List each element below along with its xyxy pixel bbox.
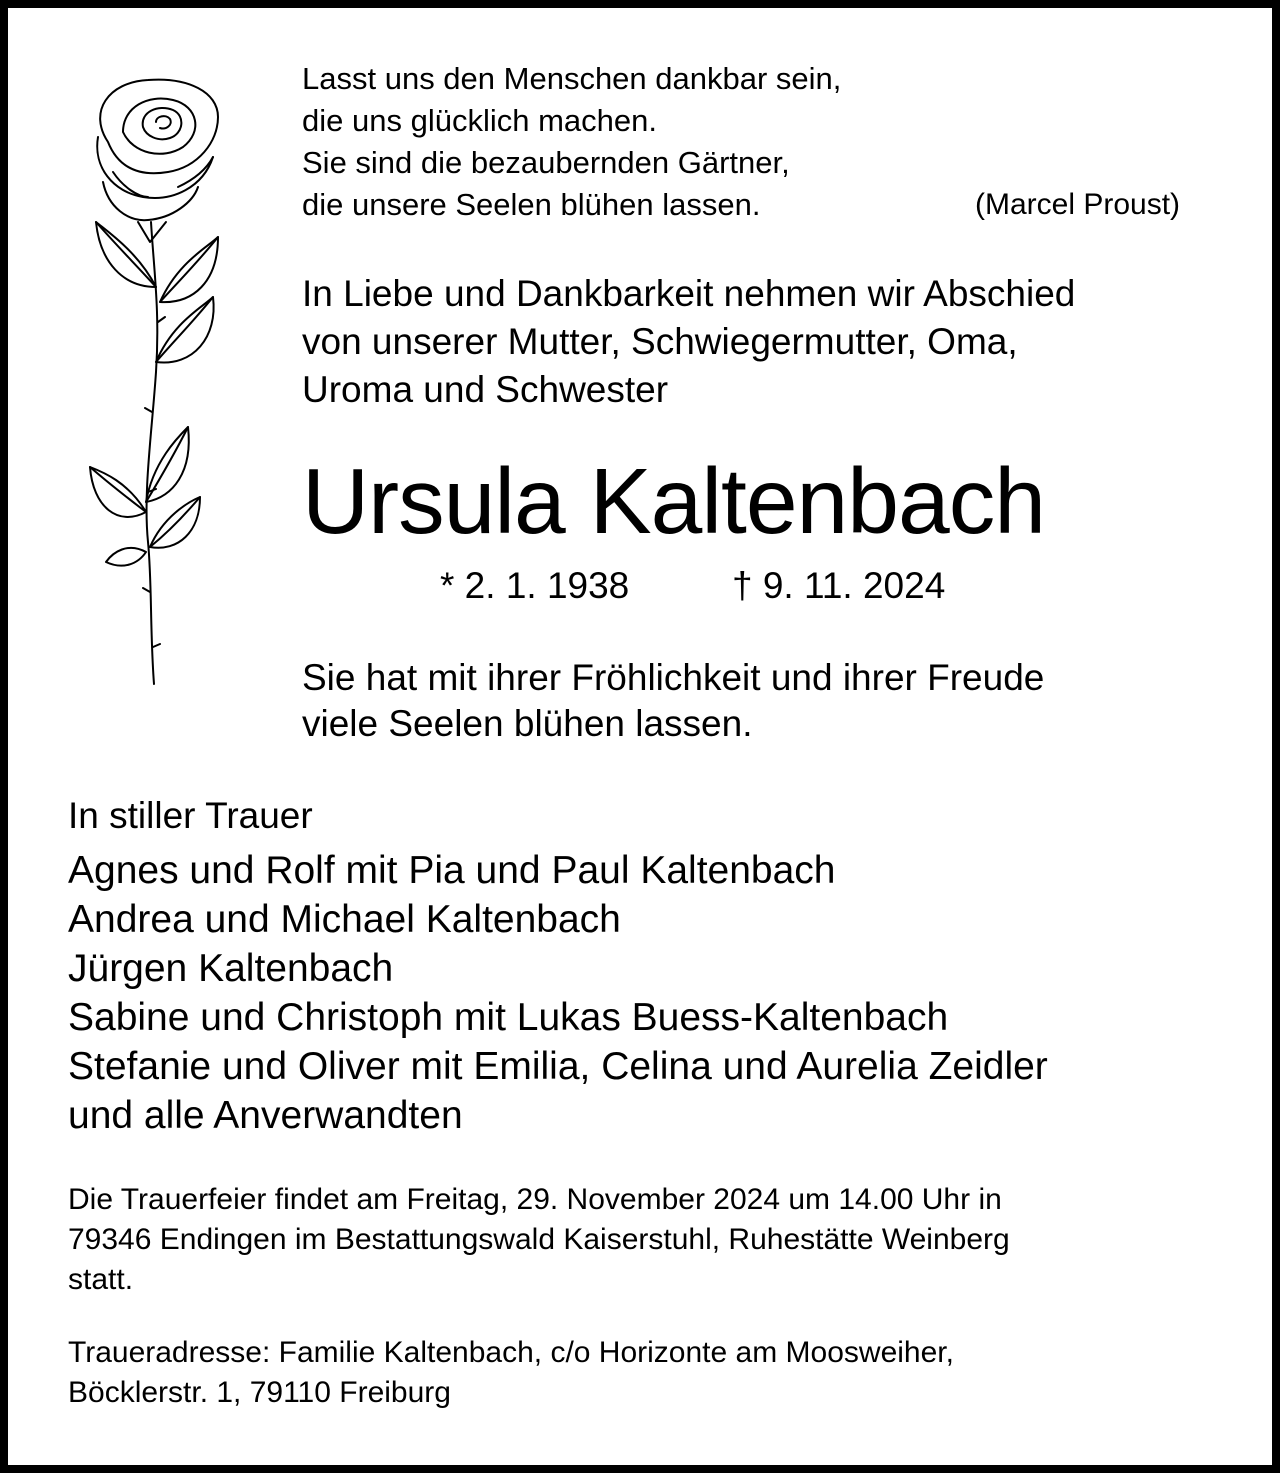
intro-line: Uroma und Schwester — [302, 369, 669, 410]
motto-line: Sie hat mit ihrer Fröhlichkeit und ihrer Freude — [302, 657, 1045, 698]
address-line: Traueradresse: Familie Kaltenbach, c/o Horizonte am Moosweiher, — [68, 1336, 954, 1369]
ceremony-info — [68, 1180, 1010, 1300]
mourner-line: Stefanie und Oliver mit Emilia, Celina und Aurelia Zeidler — [68, 1045, 1048, 1088]
address-line: Böcklerstr. 1, 79110 Freiburg — [68, 1376, 451, 1409]
deceased-name: Ursula Kaltenbach — [302, 449, 1045, 553]
quote-line: Sie sind die bezaubernden Gärtner, — [302, 145, 790, 180]
mourner-line: Jürgen Kaltenbach — [68, 947, 394, 990]
intro-line: von unserer Mutter, Schwiegermutter, Oma, — [302, 321, 1018, 362]
quote-line: die uns glücklich machen. — [302, 103, 657, 138]
quote-line: Lasst uns den Menschen dankbar sein, — [302, 61, 842, 96]
mourner-line: und alle Anverwandten — [68, 1094, 463, 1137]
quote-line: die unsere Seelen blühen lassen. — [302, 187, 761, 222]
death-date: † 9. 11. 2024 — [732, 565, 946, 606]
mourning-label: In stiller Trauer — [68, 795, 313, 836]
ceremony-line: Die Trauerfeier findet am Freitag, 29. November 2024 um 14.00 Uhr in — [68, 1183, 1002, 1216]
mourner-line: Sabine und Christoph mit Lukas Buess-Kaltenbach — [68, 996, 949, 1039]
ceremony-line: statt. — [68, 1263, 134, 1296]
mourner-line: Agnes und Rolf mit Pia und Paul Kaltenbach — [68, 849, 836, 892]
motto-text — [302, 655, 1044, 747]
rose-icon — [78, 72, 238, 692]
intro-text — [302, 270, 1075, 414]
intro-line: In Liebe und Dankbarkeit nehmen wir Abschied — [302, 273, 1076, 314]
motto-line: viele Seelen blühen lassen. — [302, 703, 753, 744]
ceremony-line: 79346 Endingen im Bestattungswald Kaiserstuhl, Ruhestätte Weinberg — [68, 1223, 1010, 1256]
quote-author: (Marcel Proust) — [975, 188, 1181, 221]
quote — [302, 58, 841, 226]
mourners-list — [68, 846, 1048, 1140]
birth-date: * 2. 1. 1938 — [440, 565, 630, 606]
mourning-address — [68, 1333, 954, 1413]
mourner-line: Andrea und Michael Kaltenbach — [68, 898, 621, 941]
